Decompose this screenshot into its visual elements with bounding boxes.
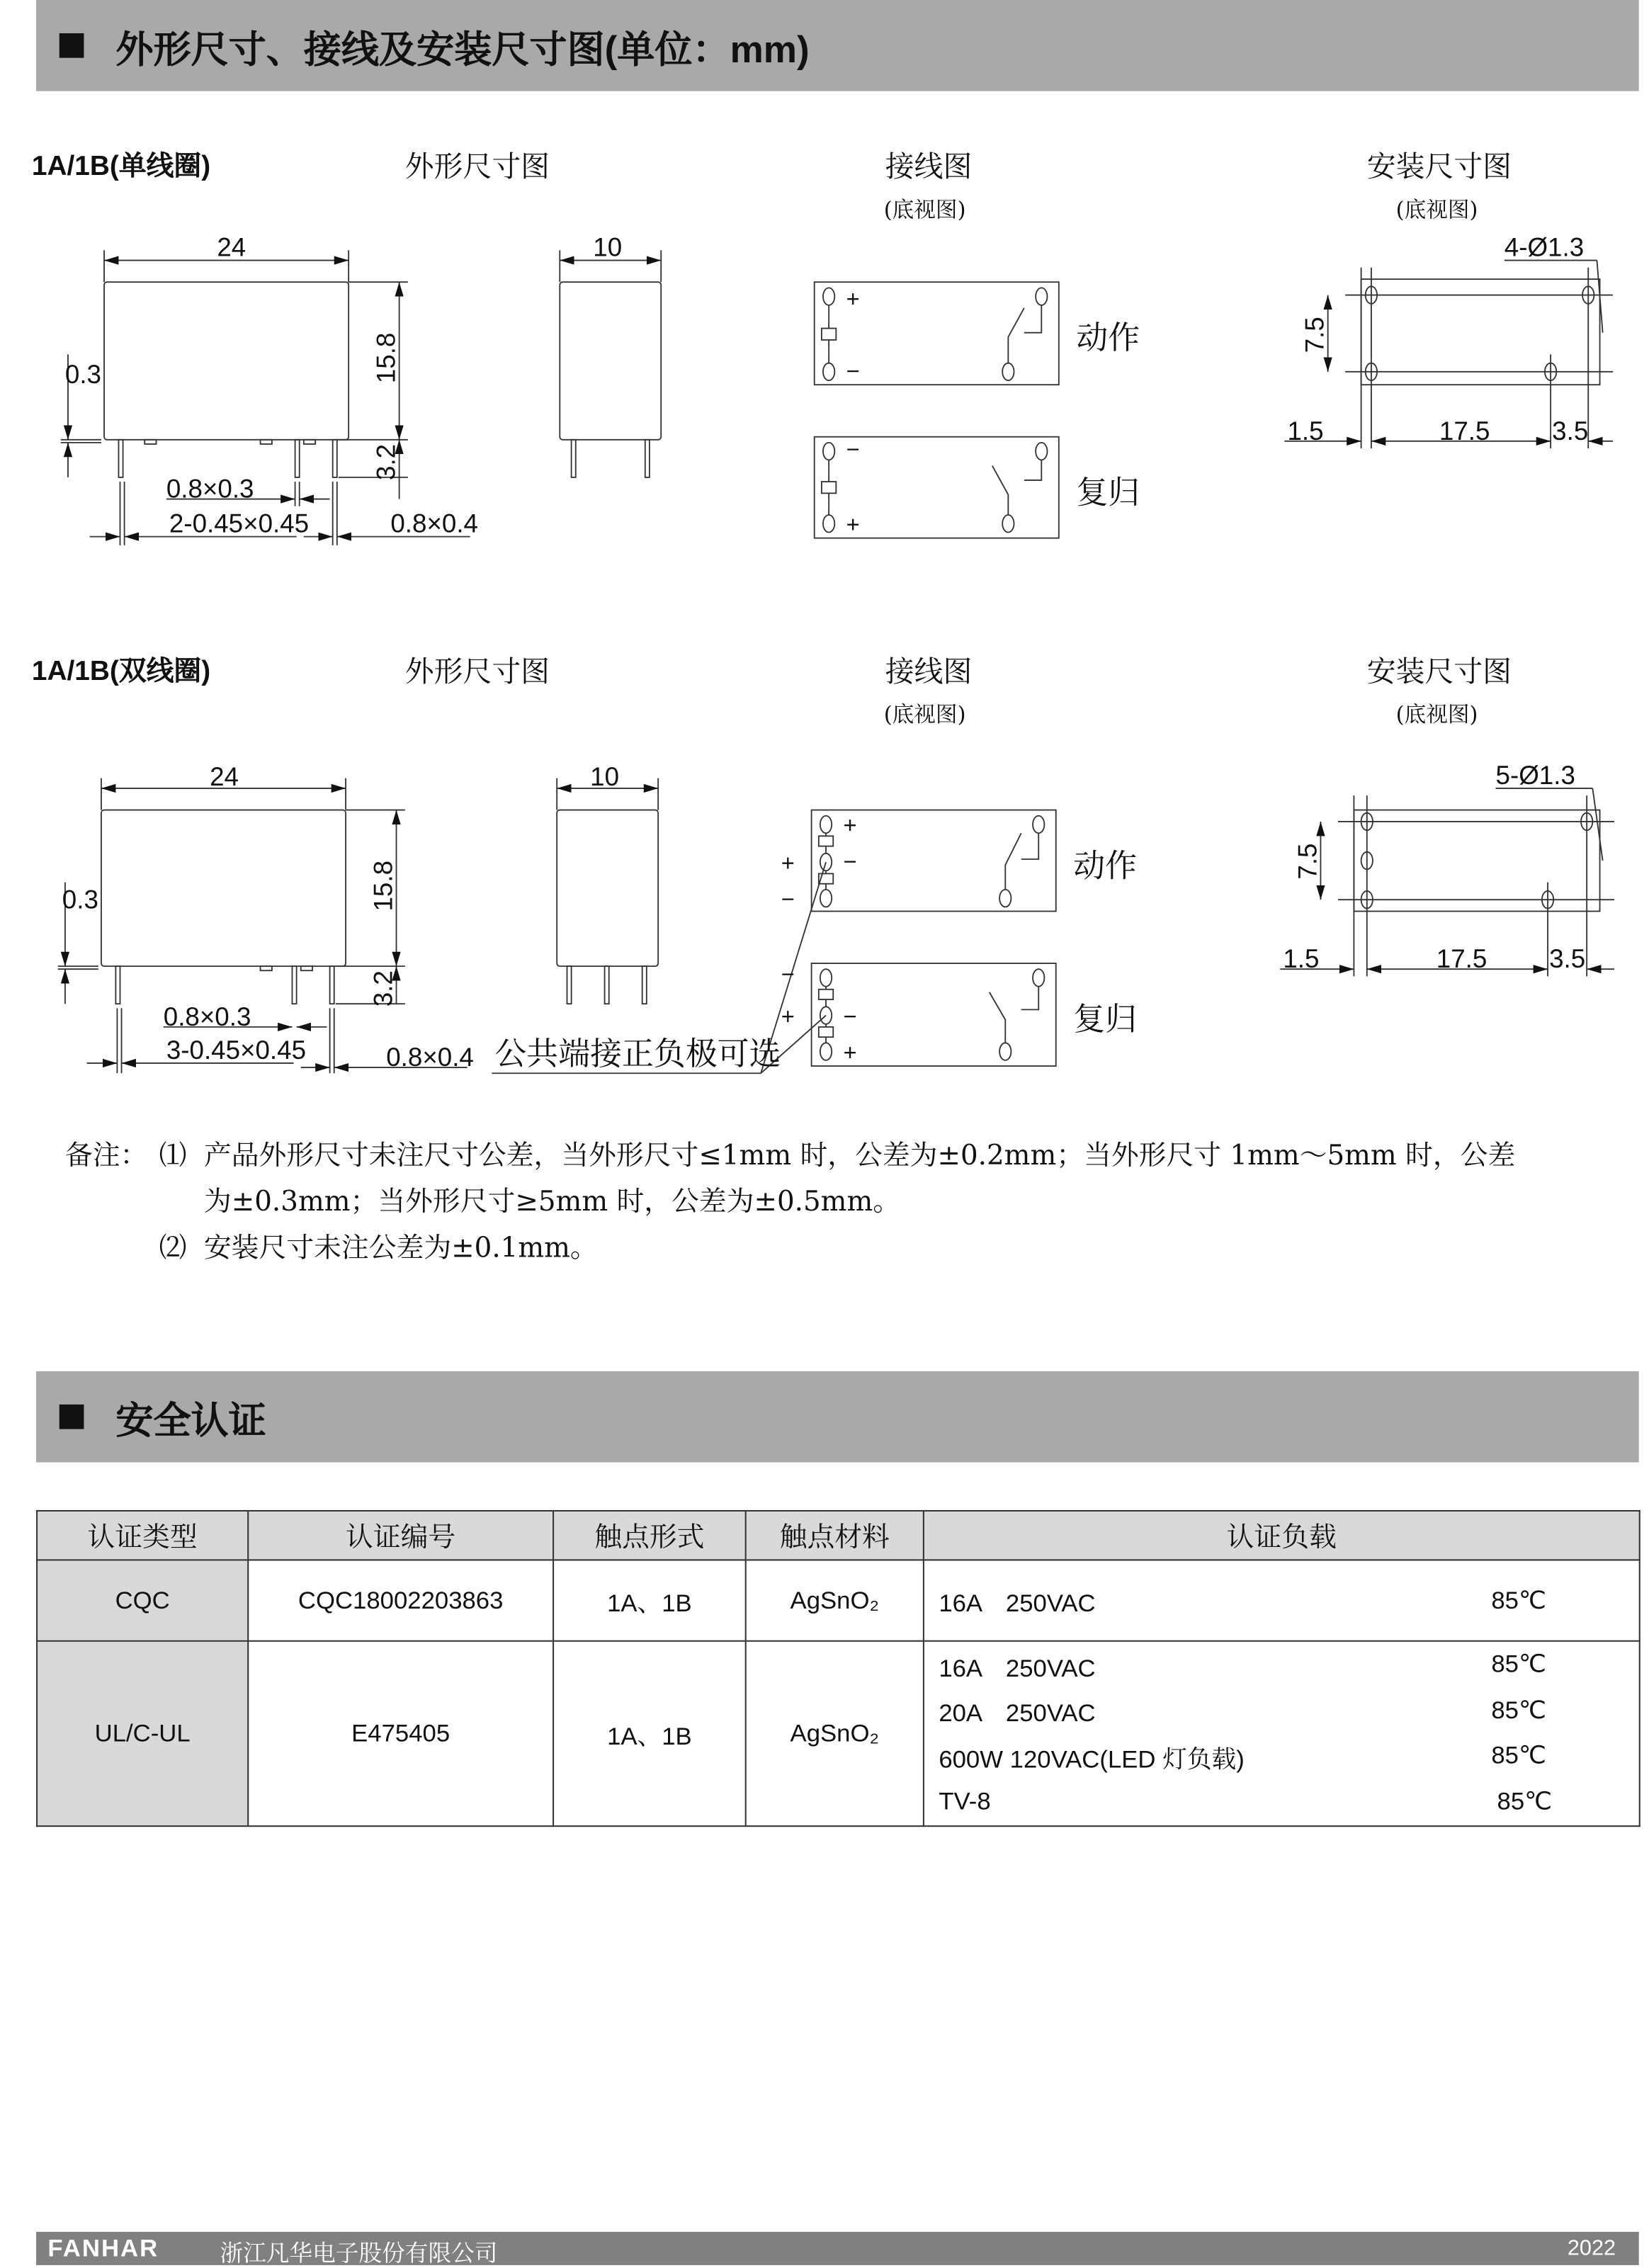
single-side-view xyxy=(560,250,661,477)
dim-width: 10 xyxy=(590,761,620,791)
footer-bar xyxy=(36,2232,1639,2265)
dim-pin-c: 0.8×0.4 xyxy=(390,509,479,538)
contact-form: 1A、1B xyxy=(553,1641,746,1826)
wiring-title: 接线图 xyxy=(885,654,973,689)
cert-type: CQC xyxy=(37,1560,248,1640)
hole-spec: 4-Ø1.3 xyxy=(1504,232,1585,262)
minus-sign: − xyxy=(843,1002,857,1029)
dim-pin-a: 0.8×0.3 xyxy=(166,474,254,504)
section-title: 外形尺寸、接线及安装尺寸图(单位：mm) xyxy=(115,27,810,72)
single-front-view xyxy=(61,250,470,545)
load-value: TV-8 xyxy=(939,1787,991,1815)
cert-load xyxy=(924,1560,1640,1640)
outline-title: 外形尺寸图 xyxy=(404,149,550,184)
load-value: 600W 120VAC(LED 灯负载) xyxy=(939,1745,1245,1774)
load-temp: 85℃ xyxy=(1491,1650,1547,1679)
company-logo: FANHAR xyxy=(47,2235,159,2262)
plus-sign: + xyxy=(843,812,857,839)
cert-load xyxy=(924,1641,1640,1826)
note-2: 安装尺寸未注公差为±0.1mm。 xyxy=(203,1232,598,1264)
minus-sign: − xyxy=(846,436,860,463)
table-row xyxy=(37,1641,1640,1826)
dim-pin-length: 3.2 xyxy=(371,443,401,480)
hole-spec: 5-Ø1.3 xyxy=(1495,760,1575,790)
contact-form: 1A、1B xyxy=(553,1560,746,1640)
dim-pitch-vertical: 7.5 xyxy=(1293,843,1322,880)
certification-table xyxy=(36,1510,1640,1827)
square-bullet-icon xyxy=(60,1405,84,1429)
company-name: 浙江凡华电子股份有限公司 xyxy=(220,2242,498,2267)
dim-height: 15.8 xyxy=(371,332,401,384)
notes-prefix: 备注： xyxy=(64,1140,148,1172)
note-1-line-2: 为±0.3mm；当外形尺寸≥5mm 时，公差为±0.5mm。 xyxy=(203,1186,901,1218)
section-title: 安全认证 xyxy=(115,1398,266,1442)
minus-sign: − xyxy=(846,358,860,385)
dim-standoff: 0.3 xyxy=(64,360,101,390)
load-temp: 85℃ xyxy=(1491,1742,1547,1769)
load-value: 20A 250VAC xyxy=(939,1699,1096,1728)
load-value: 16A 250VAC xyxy=(939,1589,1096,1618)
load-temp: 85℃ xyxy=(1491,1696,1547,1724)
column-header: 认证编号 xyxy=(248,1511,553,1560)
load-temp: 85℃ xyxy=(1491,1586,1547,1614)
dim-3-5: 3.5 xyxy=(1552,416,1589,446)
dim-1-5: 1.5 xyxy=(1287,416,1324,446)
note-1-mark: ⑴ xyxy=(159,1140,187,1172)
plus-sign: + xyxy=(846,511,860,538)
table-row xyxy=(37,1560,1640,1640)
dim-17-5: 17.5 xyxy=(1439,416,1490,446)
minus-sign: − xyxy=(843,848,857,875)
column-header: 触点材料 xyxy=(746,1511,924,1560)
dim-3-5: 3.5 xyxy=(1549,944,1586,974)
dim-standoff: 0.3 xyxy=(62,885,98,914)
minus-sign: − xyxy=(781,885,795,912)
note-2-mark: ⑵ xyxy=(159,1232,187,1264)
section-header-certification xyxy=(36,1371,1639,1463)
operate-label: 动作 xyxy=(1073,846,1138,885)
plus-sign: + xyxy=(781,1002,795,1029)
dim-pin-b: 3-0.45×0.45 xyxy=(166,1035,307,1065)
cert-type: UL/C-UL xyxy=(37,1641,248,1826)
column-header: 认证类型 xyxy=(37,1511,248,1560)
plus-sign: + xyxy=(846,285,860,312)
wiring-subtitle: (底视图) xyxy=(883,701,966,728)
dim-length: 24 xyxy=(217,232,246,262)
dim-height: 15.8 xyxy=(368,860,398,912)
column-header: 认证负载 xyxy=(924,1511,1640,1560)
dim-1-5: 1.5 xyxy=(1283,944,1320,974)
dim-length: 24 xyxy=(210,761,239,791)
dim-pin-a: 0.8×0.3 xyxy=(163,1002,251,1031)
outline-title: 外形尺寸图 xyxy=(404,654,550,689)
operate-label: 动作 xyxy=(1076,319,1140,357)
load-temp: 85℃ xyxy=(1497,1787,1553,1815)
note-1-line-1: 产品外形尺寸未注尺寸公差，当外形尺寸≤1mm 时，公差为±0.2mm；当外形尺寸 1mm～5mm 时，公差 xyxy=(203,1140,1516,1172)
table-header-row xyxy=(37,1511,1640,1560)
cert-number: CQC18002203863 xyxy=(248,1560,553,1640)
minus-sign: − xyxy=(781,960,795,987)
dim-pin-c: 0.8×0.4 xyxy=(386,1043,474,1072)
footer-year: 2022 xyxy=(1567,2236,1616,2261)
wiring-title: 接线图 xyxy=(885,149,973,184)
mount-subtitle: (底视图) xyxy=(1395,196,1478,223)
single-coil-label: 1A/1B(单线圈) xyxy=(31,152,211,183)
dim-width: 10 xyxy=(593,232,623,262)
common-terminal-note: 公共端接正负极可选 xyxy=(494,1034,781,1072)
column-header: 触点形式 xyxy=(553,1511,746,1560)
dim-pin-b: 2-0.45×0.45 xyxy=(169,509,310,538)
release-label: 复归 xyxy=(1073,999,1138,1038)
double-front-view xyxy=(58,778,468,1074)
mount-subtitle: (底视图) xyxy=(1395,701,1478,728)
dim-pitch-vertical: 7.5 xyxy=(1300,317,1330,353)
double-side-view xyxy=(557,778,658,1004)
double-coil-label: 1A/1B(双线圈) xyxy=(31,657,211,687)
release-label: 复归 xyxy=(1076,473,1140,511)
plus-sign: + xyxy=(843,1038,857,1065)
contact-material: AgSnO₂ xyxy=(746,1560,924,1640)
dim-17-5: 17.5 xyxy=(1436,944,1488,974)
plus-sign: + xyxy=(781,849,795,876)
dim-pin-length: 3.2 xyxy=(368,970,398,1007)
wiring-subtitle: (底视图) xyxy=(883,196,966,223)
load-value: 16A 250VAC xyxy=(939,1654,1096,1682)
cert-number: E475405 xyxy=(248,1641,553,1826)
mount-title: 安装尺寸图 xyxy=(1366,149,1512,184)
contact-material: AgSnO₂ xyxy=(746,1641,924,1826)
mount-title: 安装尺寸图 xyxy=(1366,654,1512,689)
